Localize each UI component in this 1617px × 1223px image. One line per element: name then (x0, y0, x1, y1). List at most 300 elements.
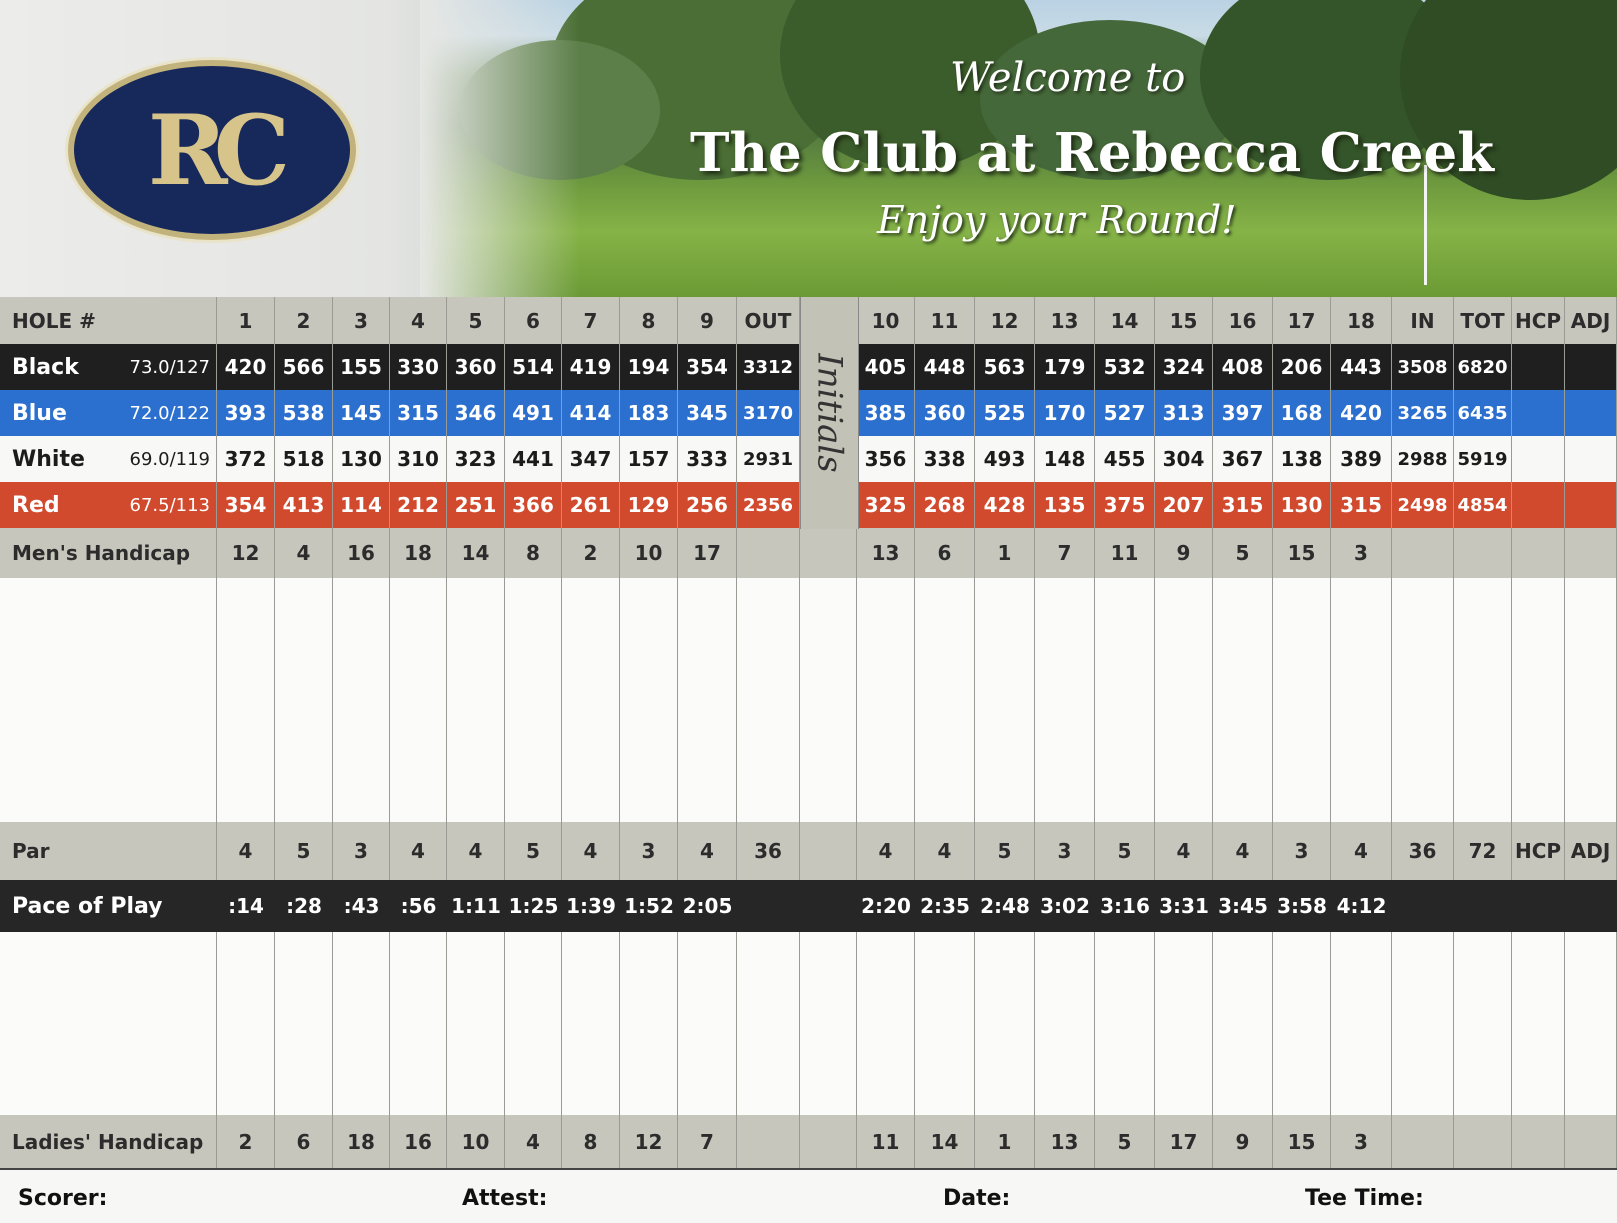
score-cell[interactable] (1155, 761, 1213, 822)
score-cell[interactable] (1155, 1054, 1213, 1115)
score-cell[interactable] (1213, 993, 1273, 1054)
score-cell[interactable] (1565, 700, 1617, 761)
par-value: 5 (975, 822, 1035, 880)
hole-number: 7 (562, 297, 620, 344)
score-cell[interactable] (1035, 1054, 1095, 1115)
score-cell[interactable] (390, 932, 447, 993)
score-cell[interactable] (390, 761, 447, 822)
score-cell[interactable] (275, 761, 333, 822)
score-cell[interactable] (915, 761, 975, 822)
score-cell[interactable] (1095, 761, 1155, 822)
pace-time: 3:02 (1040, 894, 1090, 918)
handicap-value: 9 (1213, 1115, 1273, 1168)
hole-number: 11 (915, 297, 975, 344)
initials-column (800, 297, 859, 529)
score-cell[interactable] (1331, 639, 1392, 700)
tee-rating: 67.5/113 (129, 494, 210, 516)
hole-number: 5 (447, 297, 505, 344)
score-cell[interactable] (1512, 700, 1565, 761)
par-value: 3 (1273, 822, 1331, 880)
blank-cell (1454, 1115, 1512, 1168)
score-cell[interactable] (1155, 993, 1213, 1054)
score-cell[interactable] (333, 639, 390, 700)
score-cell[interactable] (1331, 932, 1392, 993)
score-cell[interactable] (1565, 1054, 1617, 1115)
tot-total: 6820 (1454, 344, 1512, 390)
score-cell[interactable] (1392, 578, 1454, 639)
out-total: 3170 (737, 390, 800, 436)
score-cell[interactable] (217, 1054, 275, 1115)
pace-time: 2:48 (980, 894, 1030, 918)
score-cell[interactable] (505, 639, 562, 700)
score-cell[interactable] (505, 700, 562, 761)
score-cell[interactable] (975, 639, 1035, 700)
score-cell[interactable] (275, 700, 333, 761)
pace-time: 4:12 (1336, 894, 1387, 918)
blank-cell (1512, 528, 1565, 578)
score-cell[interactable] (447, 578, 505, 639)
score-cell[interactable] (1213, 1054, 1273, 1115)
score-cell[interactable] (620, 761, 678, 822)
score-cell[interactable] (390, 700, 447, 761)
pace-time: 1:52 (624, 894, 674, 918)
score-cell[interactable] (390, 1054, 447, 1115)
player-score-row-3 (0, 700, 1617, 762)
score-cell[interactable] (1331, 700, 1392, 761)
handicap-value: 3 (1331, 1115, 1392, 1168)
score-cell[interactable] (447, 700, 505, 761)
tee-cell (0, 482, 217, 528)
handicap-value: 2 (562, 528, 620, 578)
score-cell[interactable] (275, 993, 333, 1054)
score-cell[interactable] (1213, 932, 1273, 993)
score-cell[interactable] (390, 639, 447, 700)
handicap-value: 14 (915, 1115, 975, 1168)
score-cell[interactable] (333, 1054, 390, 1115)
score-cell[interactable] (1155, 578, 1213, 639)
score-cell[interactable] (1273, 932, 1331, 993)
score-cell[interactable] (1331, 761, 1392, 822)
score-cell[interactable] (275, 1054, 333, 1115)
yardage: 354 (217, 482, 275, 528)
score-cell[interactable] (1512, 639, 1565, 700)
handicap-value: 12 (217, 528, 275, 578)
score-cell[interactable] (275, 639, 333, 700)
score-cell[interactable] (505, 578, 562, 639)
score-cell[interactable] (505, 932, 562, 993)
score-cell[interactable] (505, 761, 562, 822)
handicap-value: 12 (620, 1115, 678, 1168)
yardage: 408 (1213, 344, 1273, 390)
score-cell[interactable] (1392, 993, 1454, 1054)
score-cell[interactable] (620, 700, 678, 761)
yardage: 251 (447, 482, 505, 528)
score-cell[interactable] (1331, 1054, 1392, 1115)
yardage: 346 (447, 390, 505, 436)
score-cell[interactable] (390, 993, 447, 1054)
score-cell[interactable] (1512, 1054, 1565, 1115)
player-name-cell[interactable] (0, 932, 217, 993)
score-cell[interactable] (1213, 761, 1273, 822)
par-value: 4 (857, 822, 915, 880)
score-cell[interactable] (1454, 639, 1512, 700)
welcome-text: Welcome to (950, 55, 1186, 101)
handicap-value: 10 (447, 1115, 505, 1168)
score-cell[interactable] (1273, 993, 1331, 1054)
blank-cell (1392, 1115, 1454, 1168)
score-cell[interactable] (562, 639, 620, 700)
yardage: 360 (915, 390, 975, 436)
handicap-value: 8 (562, 1115, 620, 1168)
score-cell[interactable] (1035, 578, 1095, 639)
in-label: IN (1392, 297, 1454, 344)
hole-number: 4 (390, 297, 447, 344)
score-cell[interactable] (217, 700, 275, 761)
score-cell[interactable] (562, 700, 620, 761)
score-cell[interactable] (1512, 932, 1565, 993)
score-cell[interactable] (333, 932, 390, 993)
score-cell[interactable] (975, 932, 1035, 993)
score-cell[interactable] (1565, 761, 1617, 822)
yardage: 566 (275, 344, 333, 390)
handicap-value: 15 (1273, 1115, 1331, 1168)
score-cell[interactable] (1454, 932, 1512, 993)
score-cell[interactable] (737, 932, 800, 993)
score-cell[interactable] (1095, 578, 1155, 639)
score-cell[interactable] (857, 1054, 915, 1115)
pace-time: 3:16 (1100, 894, 1150, 918)
score-cell[interactable] (915, 993, 975, 1054)
par-value: 4 (1213, 822, 1273, 880)
score-cell[interactable] (275, 932, 333, 993)
par-value: 4 (390, 822, 447, 880)
score-cell[interactable] (737, 578, 800, 639)
score-cell[interactable] (620, 578, 678, 639)
tee-rating: 72.0/122 (129, 402, 210, 424)
score-cell[interactable] (737, 761, 800, 822)
handicap-value: 11 (1095, 528, 1155, 578)
tee-time-label: Tee Time: (1305, 1186, 1424, 1211)
score-cell[interactable] (562, 1054, 620, 1115)
score-cell[interactable] (737, 639, 800, 700)
handicap-value: 15 (1273, 528, 1331, 578)
yardage: 428 (975, 482, 1035, 528)
par-in: 36 (1392, 822, 1454, 880)
yardage: 393 (217, 390, 275, 436)
score-cell[interactable] (562, 761, 620, 822)
score-cell[interactable] (1273, 700, 1331, 761)
score-cell[interactable] (678, 639, 737, 700)
score-cell[interactable] (333, 761, 390, 822)
score-cell[interactable] (1035, 639, 1095, 700)
yardage: 345 (678, 390, 737, 436)
score-cell[interactable] (505, 993, 562, 1054)
handicap-value: 18 (390, 528, 447, 578)
score-cell[interactable] (1273, 1054, 1331, 1115)
score-cell[interactable] (1565, 578, 1617, 639)
signature-footer (0, 1168, 1617, 1223)
score-cell[interactable] (447, 993, 505, 1054)
score-cell[interactable] (857, 578, 915, 639)
par-value: 3 (333, 822, 390, 880)
score-cell[interactable] (975, 700, 1035, 761)
score-cell[interactable] (1095, 993, 1155, 1054)
score-cell[interactable] (975, 993, 1035, 1054)
yardage: 315 (390, 390, 447, 436)
score-cell[interactable] (1155, 639, 1213, 700)
score-cell[interactable] (1035, 700, 1095, 761)
score-cell[interactable] (1565, 993, 1617, 1054)
yardage: 420 (1331, 390, 1392, 436)
yardage: 397 (1213, 390, 1273, 436)
pace-time: :56 (400, 894, 437, 918)
player-name-cell[interactable] (0, 578, 217, 639)
score-cell[interactable] (737, 993, 800, 1054)
yardage: 405 (857, 344, 915, 390)
yardage: 194 (620, 344, 678, 390)
score-cell[interactable] (1095, 932, 1155, 993)
score-cell[interactable] (1155, 932, 1213, 993)
score-cell[interactable] (1331, 578, 1392, 639)
yardage: 367 (1213, 436, 1273, 482)
yardage: 443 (1331, 344, 1392, 390)
yardage: 441 (505, 436, 562, 482)
score-cell[interactable] (1454, 761, 1512, 822)
hcp-cell (1512, 482, 1565, 528)
player-name-cell[interactable] (0, 1054, 217, 1115)
score-cell[interactable] (915, 1054, 975, 1115)
score-cell[interactable] (678, 1054, 737, 1115)
score-cell[interactable] (217, 993, 275, 1054)
initials-label: Initials (809, 353, 850, 473)
score-cell[interactable] (1454, 578, 1512, 639)
hcp-cell (1512, 436, 1565, 482)
club-name: The Club at Rebecca Creek (690, 122, 1494, 184)
score-cell[interactable] (1035, 993, 1095, 1054)
score-cell[interactable] (1392, 932, 1454, 993)
pace-time: 2:20 (861, 894, 911, 918)
score-cell[interactable] (1454, 1054, 1512, 1115)
gap-cell (800, 578, 857, 639)
score-cell[interactable] (857, 761, 915, 822)
handicap-value: 7 (1035, 528, 1095, 578)
score-cell[interactable] (620, 639, 678, 700)
yardage: 360 (447, 344, 505, 390)
hole-number: 6 (505, 297, 562, 344)
score-cell[interactable] (620, 932, 678, 993)
score-cell[interactable] (678, 761, 737, 822)
adj-cell (1565, 436, 1617, 482)
par-value: 5 (275, 822, 333, 880)
handicap-value: 11 (857, 1115, 915, 1168)
score-cell[interactable] (1035, 932, 1095, 993)
blank-cell (1454, 528, 1512, 578)
score-cell[interactable] (217, 761, 275, 822)
score-cell[interactable] (1273, 639, 1331, 700)
yardage: 414 (562, 390, 620, 436)
pace-time: :28 (286, 894, 322, 918)
par-value: 3 (620, 822, 678, 880)
yardage: 356 (857, 436, 915, 482)
score-cell[interactable] (1512, 578, 1565, 639)
tee-name: Black (12, 354, 79, 380)
score-cell[interactable] (333, 700, 390, 761)
score-cell[interactable] (915, 700, 975, 761)
header-banner (0, 0, 1617, 297)
score-cell[interactable] (1095, 1054, 1155, 1115)
adj-cell (1565, 482, 1617, 528)
par-value: 3 (1035, 822, 1095, 880)
par-adj: ADJ (1565, 822, 1617, 880)
score-cell[interactable] (975, 578, 1035, 639)
handicap-value: 9 (1155, 528, 1213, 578)
tot-total: 5919 (1454, 436, 1512, 482)
par-value: 4 (562, 822, 620, 880)
score-cell[interactable] (678, 700, 737, 761)
score-cell[interactable] (1213, 700, 1273, 761)
tagline: Enjoy your Round! (877, 198, 1237, 242)
score-cell[interactable] (857, 993, 915, 1054)
score-cell[interactable] (737, 1054, 800, 1115)
score-cell[interactable] (562, 993, 620, 1054)
score-cell[interactable] (1035, 761, 1095, 822)
score-cell[interactable] (1454, 993, 1512, 1054)
score-cell[interactable] (1331, 993, 1392, 1054)
yardage: 212 (390, 482, 447, 528)
score-cell[interactable] (857, 700, 915, 761)
score-cell[interactable] (620, 993, 678, 1054)
score-cell[interactable] (1512, 761, 1565, 822)
score-cell[interactable] (1213, 639, 1273, 700)
score-cell[interactable] (1392, 700, 1454, 761)
yardage: 304 (1155, 436, 1213, 482)
score-cell[interactable] (975, 1054, 1035, 1115)
score-cell[interactable] (1095, 639, 1155, 700)
pace-time: 1:25 (508, 894, 559, 918)
score-cell[interactable] (447, 932, 505, 993)
handicap-value: 5 (1095, 1115, 1155, 1168)
mens-handicap-row (0, 528, 1617, 579)
score-cell[interactable] (975, 761, 1035, 822)
score-cell[interactable] (447, 639, 505, 700)
pace-time: 3:31 (1159, 894, 1209, 918)
score-cell[interactable] (1565, 639, 1617, 700)
score-cell[interactable] (1392, 761, 1454, 822)
hole-number: 3 (333, 297, 390, 344)
player-name-cell[interactable] (0, 700, 217, 761)
handicap-value: 1 (975, 1115, 1035, 1168)
score-cell[interactable] (915, 578, 975, 639)
hcp-cell (1512, 344, 1565, 390)
adj-cell (1565, 390, 1617, 436)
score-cell[interactable] (1512, 993, 1565, 1054)
score-cell[interactable] (915, 932, 975, 993)
score-cell[interactable] (857, 639, 915, 700)
yardage: 538 (275, 390, 333, 436)
hole-number: 16 (1213, 297, 1273, 344)
score-cell[interactable] (1454, 700, 1512, 761)
player-name-cell[interactable] (0, 761, 217, 822)
score-cell[interactable] (1392, 1054, 1454, 1115)
par-value: 4 (1155, 822, 1213, 880)
handicap-value: 7 (678, 1115, 737, 1168)
score-cell[interactable] (1273, 578, 1331, 639)
par-label: Par (0, 822, 217, 880)
score-cell[interactable] (1213, 578, 1273, 639)
yardage: 375 (1095, 482, 1155, 528)
yardage: 532 (1095, 344, 1155, 390)
hole-number: 12 (975, 297, 1035, 344)
score-cell[interactable] (1273, 761, 1331, 822)
score-cell[interactable] (620, 1054, 678, 1115)
score-cell[interactable] (678, 993, 737, 1054)
in-total: 2988 (1392, 436, 1454, 482)
score-cell[interactable] (1565, 932, 1617, 993)
score-cell[interactable] (217, 932, 275, 993)
pace-time: 1:39 (566, 894, 616, 918)
player-score-row-2-2 (0, 993, 1617, 1055)
score-cell[interactable] (217, 639, 275, 700)
par-value: 5 (1095, 822, 1155, 880)
score-cell[interactable] (1392, 639, 1454, 700)
score-cell[interactable] (857, 932, 915, 993)
score-cell[interactable] (1095, 700, 1155, 761)
par-value: 4 (217, 822, 275, 880)
hole-number: 13 (1035, 297, 1095, 344)
score-cell[interactable] (447, 1054, 505, 1115)
score-cell[interactable] (678, 932, 737, 993)
score-cell[interactable] (562, 578, 620, 639)
score-cell[interactable] (915, 639, 975, 700)
in-total: 3508 (1392, 344, 1454, 390)
logo-text: RC (147, 93, 277, 207)
score-cell[interactable] (1155, 700, 1213, 761)
yardage: 324 (1155, 344, 1213, 390)
hole-number: 18 (1331, 297, 1392, 344)
score-cell[interactable] (390, 578, 447, 639)
score-cell[interactable] (217, 578, 275, 639)
handicap-value: 3 (1331, 528, 1392, 578)
pace-time: 3:58 (1277, 894, 1327, 918)
adj-cell (1565, 344, 1617, 390)
score-cell[interactable] (447, 761, 505, 822)
score-cell[interactable] (678, 578, 737, 639)
rc-logo (68, 60, 356, 240)
out-total: 3312 (737, 344, 800, 390)
score-cell[interactable] (333, 993, 390, 1054)
score-cell[interactable] (505, 1054, 562, 1115)
out-total: 2931 (737, 436, 800, 482)
yardage: 148 (1035, 436, 1095, 482)
yardage: 114 (333, 482, 390, 528)
player-name-cell[interactable] (0, 993, 217, 1054)
ladies-handicap-label: Ladies' Handicap (0, 1115, 217, 1168)
yardage: 130 (333, 436, 390, 482)
gap-cell (800, 993, 857, 1054)
handicap-value: 17 (1155, 1115, 1213, 1168)
pace-time: 2:35 (920, 894, 970, 918)
pace-label: Pace of Play (12, 893, 163, 919)
score-cell[interactable] (737, 700, 800, 761)
score-cell[interactable] (562, 932, 620, 993)
score-cell[interactable] (275, 578, 333, 639)
yardage: 491 (505, 390, 562, 436)
handicap-value: 17 (678, 528, 737, 578)
score-cell[interactable] (333, 578, 390, 639)
handicap-value: 13 (857, 528, 915, 578)
player-name-cell[interactable] (0, 639, 217, 700)
par-tot: 72 (1454, 822, 1512, 880)
